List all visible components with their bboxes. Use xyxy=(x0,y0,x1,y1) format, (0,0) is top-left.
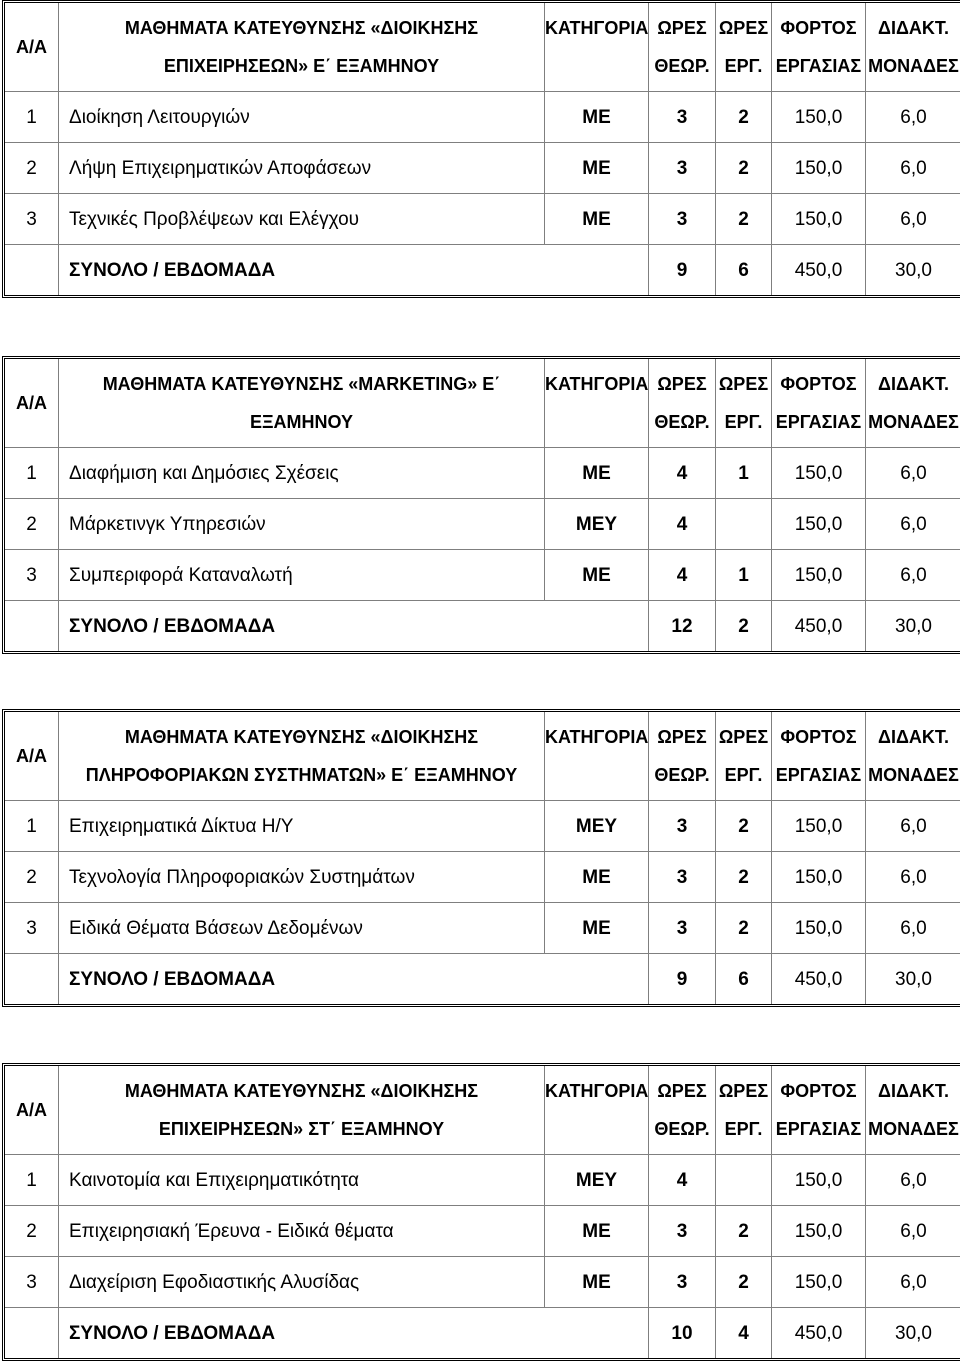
course-workload: 150,0 xyxy=(772,143,866,194)
total-number-empty xyxy=(5,245,59,295)
header-hours-theory-line-1: ΩΡΕΣ xyxy=(657,374,707,394)
course-hours-lab: 2 xyxy=(716,852,772,903)
course-name: Τεχνικές Προβλέψεων και Ελέγχου xyxy=(59,194,545,245)
header-units-line-1: ΔΙΔΑΚΤ. xyxy=(878,374,949,394)
course-number: 3 xyxy=(5,903,59,954)
table-row xyxy=(5,801,960,852)
total-row xyxy=(5,245,960,295)
total-row xyxy=(5,601,960,651)
course-number: 3 xyxy=(5,194,59,245)
course-category: ΜΕΥ xyxy=(545,499,649,550)
table-title-line-1: ΜΑΘΗΜΑΤΑ ΚΑΤΕΥΘΥΝΣΗΣ «ΔΙΟΙΚΗΣΗΣ xyxy=(124,18,479,38)
course-category: ΜΕΥ xyxy=(545,1155,649,1206)
course-hours-theory: 3 xyxy=(649,92,716,143)
total-workload: 450,0 xyxy=(772,954,866,1004)
course-category: ΜΕ xyxy=(545,194,649,245)
course-units: 6,0 xyxy=(866,550,960,601)
header-workload xyxy=(772,1066,866,1155)
course-category: ΜΕ xyxy=(545,852,649,903)
total-row xyxy=(5,954,960,1004)
course-hours-theory: 3 xyxy=(649,194,716,245)
header-hours-theory-line-1: ΩΡΕΣ xyxy=(657,18,707,38)
header-units xyxy=(866,359,960,448)
course-hours-theory: 3 xyxy=(649,143,716,194)
header-units-line-2: ΜΟΝΑΔΕΣ xyxy=(868,412,959,432)
course-category: ΜΕΥ xyxy=(545,801,649,852)
table-title-line-1: ΜΑΘΗΜΑΤΑ ΚΑΤΕΥΘΥΝΣΗΣ «ΔΙΟΙΚΗΣΗΣ xyxy=(124,727,479,747)
header-category xyxy=(545,3,649,92)
header-workload xyxy=(772,712,866,801)
header-hours-lab xyxy=(716,1066,772,1155)
header-hours-theory xyxy=(649,359,716,448)
course-name: Διοίκηση Λειτουργιών xyxy=(59,92,545,143)
table-title xyxy=(59,3,545,92)
course-units: 6,0 xyxy=(866,852,960,903)
total-label: ΣΥΝΟΛΟ / ΕΒΔΟΜΑΔΑ xyxy=(59,1308,649,1358)
total-units: 30,0 xyxy=(895,615,932,637)
course-name: Καινοτομία και Επιχειρηματικότητα xyxy=(59,1155,545,1206)
table-header-row xyxy=(5,1066,960,1155)
header-hours-lab-line-1: ΩΡΕΣ xyxy=(718,727,769,747)
header-workload-line-1: ΦΟΡΤΟΣ xyxy=(780,1081,857,1101)
course-hours-theory: 3 xyxy=(649,1257,716,1308)
course-name: Συμπεριφορά Καταναλωτή xyxy=(59,550,545,601)
total-number-empty xyxy=(5,954,59,1004)
header-units-line-1: ΔΙΔΑΚΤ. xyxy=(878,18,949,38)
table-title xyxy=(59,712,545,801)
course-number: 3 xyxy=(5,1257,59,1308)
header-workload-line-2: ΕΡΓΑΣΙΑΣ xyxy=(775,56,862,76)
course-workload: 150,0 xyxy=(772,801,866,852)
course-units: 6,0 xyxy=(866,1155,960,1206)
course-category: ΜΕ xyxy=(545,448,649,499)
table-title-line-1: ΜΑΘΗΜΑΤΑ ΚΑΤΕΥΘΥΝΣΗΣ «MARKETING» Ε΄ xyxy=(102,374,501,394)
total-units: 30,0 xyxy=(895,1322,932,1344)
total-row xyxy=(5,1308,960,1358)
header-units-line-1: ΔΙΔΑΚΤ. xyxy=(878,1081,949,1101)
header-hours-lab-line-1: ΩΡΕΣ xyxy=(718,1081,769,1101)
header-workload-line-1: ΦΟΡΤΟΣ xyxy=(780,18,857,38)
total-hours-lab: 6 xyxy=(716,954,772,1004)
course-hours-theory: 3 xyxy=(649,1206,716,1257)
course-number: 3 xyxy=(5,550,59,601)
header-hours-theory-line-2: ΘΕΩΡ. xyxy=(654,1119,710,1139)
header-hours-lab-line-1: ΩΡΕΣ xyxy=(718,374,769,394)
table-header-row xyxy=(5,359,960,448)
table-row xyxy=(5,1257,960,1308)
total-hours-lab: 2 xyxy=(716,601,772,651)
course-category: ΜΕ xyxy=(545,550,649,601)
header-category-label: ΚΑΤΗΓΟΡΙΑ xyxy=(545,1081,649,1101)
header-category-label: ΚΑΤΗΓΟΡΙΑ xyxy=(545,18,649,38)
course-category: ΜΕ xyxy=(545,143,649,194)
table-row xyxy=(5,448,960,499)
table-title-line-2: ΠΛΗΡΟΦΟΡΙΑΚΩΝ ΣΥΣΤΗΜΑΤΩΝ» Ε΄ ΕΞΑΜΗΝΟΥ xyxy=(85,765,518,785)
course-category: ΜΕ xyxy=(545,1257,649,1308)
header-category xyxy=(545,1066,649,1155)
total-number-empty xyxy=(5,1308,59,1358)
course-category: ΜΕ xyxy=(545,903,649,954)
header-category-label: ΚΑΤΗΓΟΡΙΑ xyxy=(545,727,649,747)
course-hours-theory: 3 xyxy=(649,903,716,954)
course-hours-lab: 1 xyxy=(716,448,772,499)
header-workload-line-2: ΕΡΓΑΣΙΑΣ xyxy=(775,1119,862,1139)
table-row xyxy=(5,903,960,954)
course-name: Ειδικά Θέματα Βάσεων Δεδομένων xyxy=(59,903,545,954)
header-hours-theory xyxy=(649,3,716,92)
header-hours-lab-line-2: ΕΡΓ. xyxy=(724,765,763,785)
course-category: ΜΕ xyxy=(545,92,649,143)
table-title xyxy=(59,359,545,448)
table-row xyxy=(5,1155,960,1206)
course-hours-lab: 2 xyxy=(716,143,772,194)
course-number: 2 xyxy=(5,499,59,550)
course-table xyxy=(2,1063,960,1361)
total-units: 30,0 xyxy=(895,259,932,281)
table-row xyxy=(5,499,960,550)
course-hours-lab: 2 xyxy=(716,1257,772,1308)
course-hours-theory: 4 xyxy=(649,1155,716,1206)
course-units: 6,0 xyxy=(866,801,960,852)
course-units: 6,0 xyxy=(866,1257,960,1308)
course-number: 2 xyxy=(5,1206,59,1257)
course-number: 2 xyxy=(5,852,59,903)
header-category-label: ΚΑΤΗΓΟΡΙΑ xyxy=(545,374,649,394)
course-workload: 150,0 xyxy=(772,903,866,954)
course-table xyxy=(2,0,960,298)
course-name: Επιχειρηματικά Δίκτυα Η/Υ xyxy=(59,801,545,852)
course-units: 6,0 xyxy=(866,903,960,954)
header-workload xyxy=(772,3,866,92)
header-hours-lab-line-2: ΕΡΓ. xyxy=(724,56,763,76)
total-hours-lab: 4 xyxy=(716,1308,772,1358)
course-workload: 150,0 xyxy=(772,92,866,143)
header-hours-lab xyxy=(716,359,772,448)
course-hours-lab: 1 xyxy=(716,550,772,601)
course-workload: 150,0 xyxy=(772,194,866,245)
course-hours-theory: 3 xyxy=(649,801,716,852)
total-hours-theory: 9 xyxy=(649,954,716,1004)
header-aa: Α/Α xyxy=(5,359,59,448)
header-units xyxy=(866,1066,960,1155)
total-hours-theory: 9 xyxy=(649,245,716,295)
header-hours-theory xyxy=(649,1066,716,1155)
course-number: 2 xyxy=(5,143,59,194)
course-hours-theory: 4 xyxy=(649,448,716,499)
header-hours-lab xyxy=(716,3,772,92)
course-units: 6,0 xyxy=(866,499,960,550)
course-table xyxy=(2,356,960,654)
header-units-line-1: ΔΙΔΑΚΤ. xyxy=(878,727,949,747)
header-hours-theory-line-2: ΘΕΩΡ. xyxy=(654,765,710,785)
course-table xyxy=(2,709,960,1007)
course-number: 1 xyxy=(5,92,59,143)
course-hours-lab: 2 xyxy=(716,1206,772,1257)
table-title-line-2: ΕΞΑΜΗΝΟΥ xyxy=(249,412,354,432)
total-label: ΣΥΝΟΛΟ / ΕΒΔΟΜΑΔΑ xyxy=(59,954,649,1004)
course-hours-theory: 4 xyxy=(649,499,716,550)
course-workload: 150,0 xyxy=(772,499,866,550)
course-workload: 150,0 xyxy=(772,1155,866,1206)
header-units-line-2: ΜΟΝΑΔΕΣ xyxy=(868,56,959,76)
course-hours-lab: 2 xyxy=(716,92,772,143)
total-workload: 450,0 xyxy=(772,1308,866,1358)
table-title xyxy=(59,1066,545,1155)
table-row xyxy=(5,92,960,143)
header-hours-lab xyxy=(716,712,772,801)
total-hours-theory: 12 xyxy=(649,601,716,651)
total-hours-lab: 6 xyxy=(716,245,772,295)
course-workload: 150,0 xyxy=(772,1206,866,1257)
header-units xyxy=(866,712,960,801)
total-workload: 450,0 xyxy=(772,245,866,295)
course-hours-lab: 2 xyxy=(716,903,772,954)
header-hours-theory-line-2: ΘΕΩΡ. xyxy=(654,412,710,432)
header-aa: Α/Α xyxy=(5,712,59,801)
course-hours-theory: 3 xyxy=(649,852,716,903)
header-hours-lab-line-2: ΕΡΓ. xyxy=(724,1119,763,1139)
course-name: Τεχνολογία Πληροφοριακών Συστημάτων xyxy=(59,852,545,903)
course-hours-lab xyxy=(716,499,772,550)
total-hours-theory: 10 xyxy=(649,1308,716,1358)
table-row xyxy=(5,143,960,194)
course-name: Διαφήμιση και Δημόσιες Σχέσεις xyxy=(59,448,545,499)
header-category xyxy=(545,359,649,448)
header-hours-theory xyxy=(649,712,716,801)
header-hours-theory-line-2: ΘΕΩΡ. xyxy=(654,56,710,76)
table-row xyxy=(5,550,960,601)
total-label: ΣΥΝΟΛΟ / ΕΒΔΟΜΑΔΑ xyxy=(59,601,649,651)
header-workload-line-1: ΦΟΡΤΟΣ xyxy=(780,374,857,394)
course-name: Μάρκετινγκ Υπηρεσιών xyxy=(59,499,545,550)
table-title-line-1: ΜΑΘΗΜΑΤΑ ΚΑΤΕΥΘΥΝΣΗΣ «ΔΙΟΙΚΗΣΗΣ xyxy=(124,1081,479,1101)
header-category xyxy=(545,712,649,801)
table-row xyxy=(5,852,960,903)
course-workload: 150,0 xyxy=(772,1257,866,1308)
course-units: 6,0 xyxy=(866,92,960,143)
header-workload-line-2: ΕΡΓΑΣΙΑΣ xyxy=(775,412,862,432)
course-number: 1 xyxy=(5,1155,59,1206)
header-aa: Α/Α xyxy=(5,3,59,92)
course-category: ΜΕ xyxy=(545,1206,649,1257)
total-label: ΣΥΝΟΛΟ / ΕΒΔΟΜΑΔΑ xyxy=(59,245,649,295)
course-workload: 150,0 xyxy=(772,550,866,601)
header-units xyxy=(866,3,960,92)
header-workload xyxy=(772,359,866,448)
course-hours-lab: 2 xyxy=(716,194,772,245)
course-hours-lab: 2 xyxy=(716,801,772,852)
course-name: Διαχείριση Εφοδιαστικής Αλυσίδας xyxy=(59,1257,545,1308)
header-aa: Α/Α xyxy=(5,1066,59,1155)
table-header-row xyxy=(5,3,960,92)
course-name: Λήψη Επιχειρηματικών Αποφάσεων xyxy=(59,143,545,194)
table-title-line-2: ΕΠΙΧΕΙΡΗΣΕΩΝ» ΣΤ΄ ΕΞΑΜΗΝΟΥ xyxy=(158,1119,445,1139)
course-units: 6,0 xyxy=(866,194,960,245)
course-units: 6,0 xyxy=(866,143,960,194)
header-workload-line-2: ΕΡΓΑΣΙΑΣ xyxy=(775,765,862,785)
course-units: 6,0 xyxy=(866,448,960,499)
course-workload: 150,0 xyxy=(772,852,866,903)
header-hours-lab-line-1: ΩΡΕΣ xyxy=(718,18,769,38)
header-hours-theory-line-1: ΩΡΕΣ xyxy=(657,1081,707,1101)
table-row xyxy=(5,194,960,245)
header-units-line-2: ΜΟΝΑΔΕΣ xyxy=(868,1119,959,1139)
course-hours-theory: 4 xyxy=(649,550,716,601)
total-workload: 450,0 xyxy=(772,601,866,651)
course-name: Επιχειρησιακή Έρευνα - Ειδικά θέματα xyxy=(59,1206,545,1257)
table-header-row xyxy=(5,712,960,801)
course-hours-lab xyxy=(716,1155,772,1206)
header-hours-theory-line-1: ΩΡΕΣ xyxy=(657,727,707,747)
total-number-empty xyxy=(5,601,59,651)
course-workload: 150,0 xyxy=(772,448,866,499)
table-row xyxy=(5,1206,960,1257)
course-number: 1 xyxy=(5,801,59,852)
course-units: 6,0 xyxy=(866,1206,960,1257)
total-units: 30,0 xyxy=(895,968,932,990)
table-title-line-2: ΕΠΙΧΕΙΡΗΣΕΩΝ» Ε΄ ΕΞΑΜΗΝΟΥ xyxy=(163,56,440,76)
course-number: 1 xyxy=(5,448,59,499)
header-hours-lab-line-2: ΕΡΓ. xyxy=(724,412,763,432)
header-units-line-2: ΜΟΝΑΔΕΣ xyxy=(868,765,959,785)
header-workload-line-1: ΦΟΡΤΟΣ xyxy=(780,727,857,747)
